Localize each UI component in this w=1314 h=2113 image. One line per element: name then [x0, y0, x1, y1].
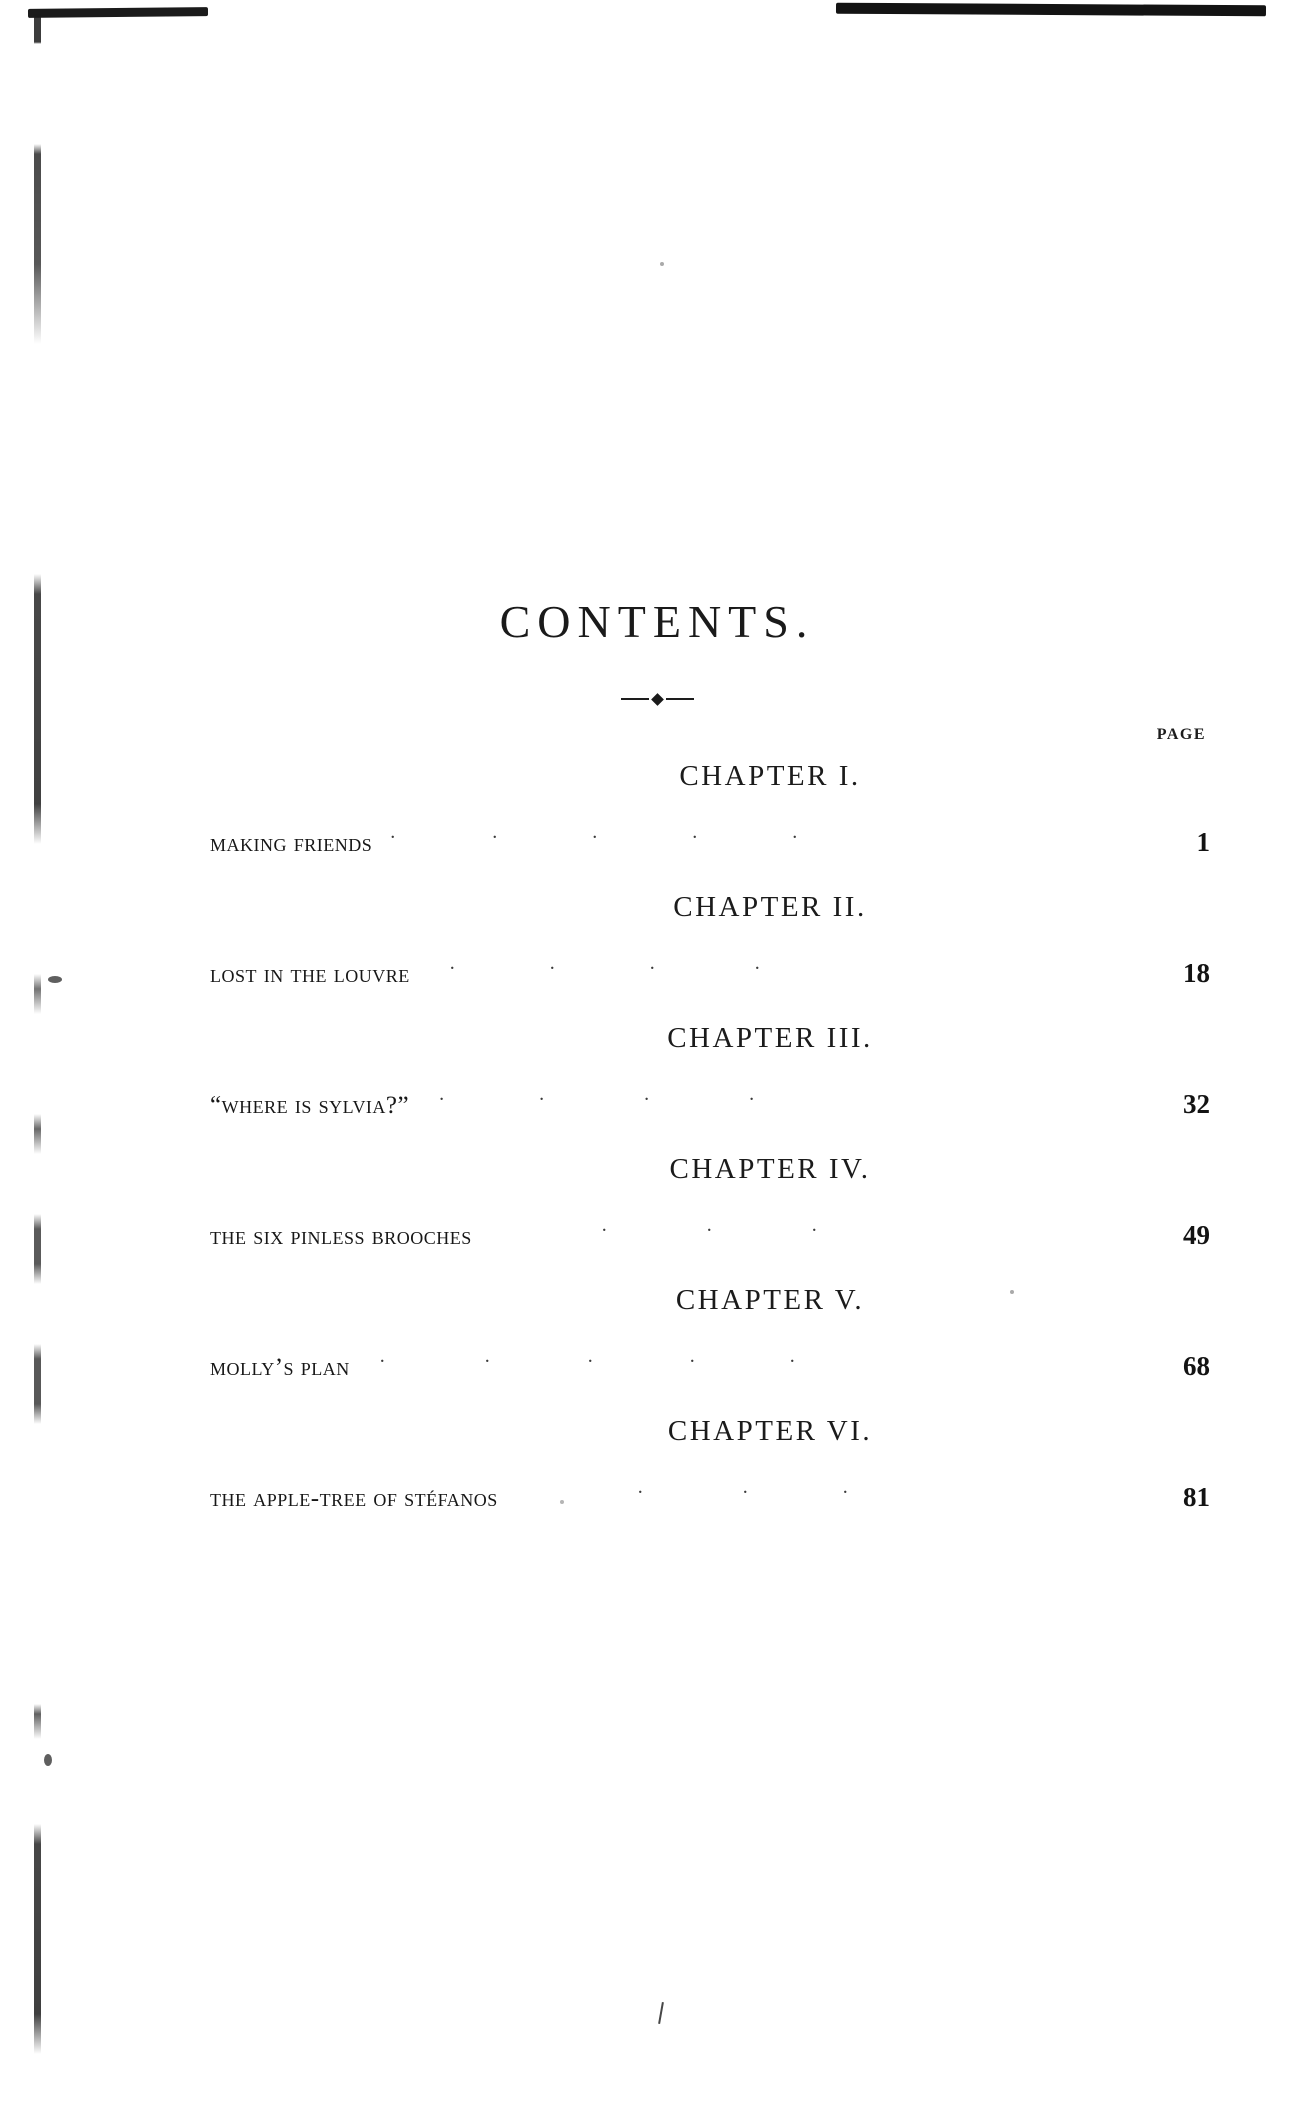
ornament-divider: [0, 690, 1314, 710]
toc-entry: [210, 726, 1210, 861]
toc-row[interactable]: [210, 1214, 1210, 1254]
toc-row[interactable]: [210, 952, 1210, 992]
chapter-title: “where is sylvia?”: [210, 1092, 410, 1119]
toc-entry: [210, 1153, 1210, 1254]
leader-dots: . . .: [637, 1476, 848, 1498]
chapter-page-number: 18: [1183, 958, 1210, 988]
leader-dots: . . . . .: [379, 1345, 795, 1367]
toc-entry: [210, 1415, 1210, 1516]
leader-dots: . . . .: [439, 1083, 755, 1105]
ornament-bar-left: [621, 698, 649, 700]
chapter-heading: CHAPTER I.: [679, 760, 861, 792]
chapter-page-number: 49: [1183, 1220, 1210, 1250]
chapter-page-number: 32: [1183, 1089, 1210, 1119]
toc-entry: [210, 891, 1210, 992]
toc-entry: [210, 1284, 1210, 1385]
chapter-heading: CHAPTER VI.: [667, 1415, 873, 1447]
chapter-page-number: 1: [1196, 827, 1210, 857]
chapter-heading: CHAPTER III.: [667, 1022, 873, 1054]
chapter-title: the six pinless brooches: [210, 1223, 472, 1250]
chapter-title: lost in the louvre: [210, 961, 410, 988]
chapter-page-number: 68: [1183, 1351, 1210, 1381]
page-column-label: PAGE: [1156, 726, 1206, 743]
chapter-title: the apple-tree of stéfanos: [210, 1485, 498, 1512]
leader-dots: . . . .: [449, 952, 760, 974]
chapter-title: molly’s plan: [210, 1354, 350, 1381]
leader-dots: . . .: [601, 1214, 817, 1236]
toc-row[interactable]: [210, 1345, 1210, 1385]
ornament-bar-right: [666, 698, 694, 700]
toc-row[interactable]: [210, 1476, 1210, 1516]
ornament-diamond-icon: [651, 693, 664, 706]
chapter-heading: CHAPTER IV.: [669, 1153, 871, 1185]
chapter-title: making friends: [210, 830, 373, 857]
page-title: CONTENTS.: [499, 596, 815, 647]
table-of-contents: [210, 726, 1210, 1546]
leader-dots: . . . . .: [390, 821, 798, 843]
toc-entry: [210, 1022, 1210, 1123]
toc-row[interactable]: [210, 1083, 1210, 1123]
toc-row[interactable]: [210, 821, 1210, 861]
chapter-page-number: 81: [1183, 1482, 1210, 1512]
chapter-heading: CHAPTER II.: [673, 891, 867, 923]
chapter-heading: CHAPTER V.: [675, 1284, 865, 1316]
